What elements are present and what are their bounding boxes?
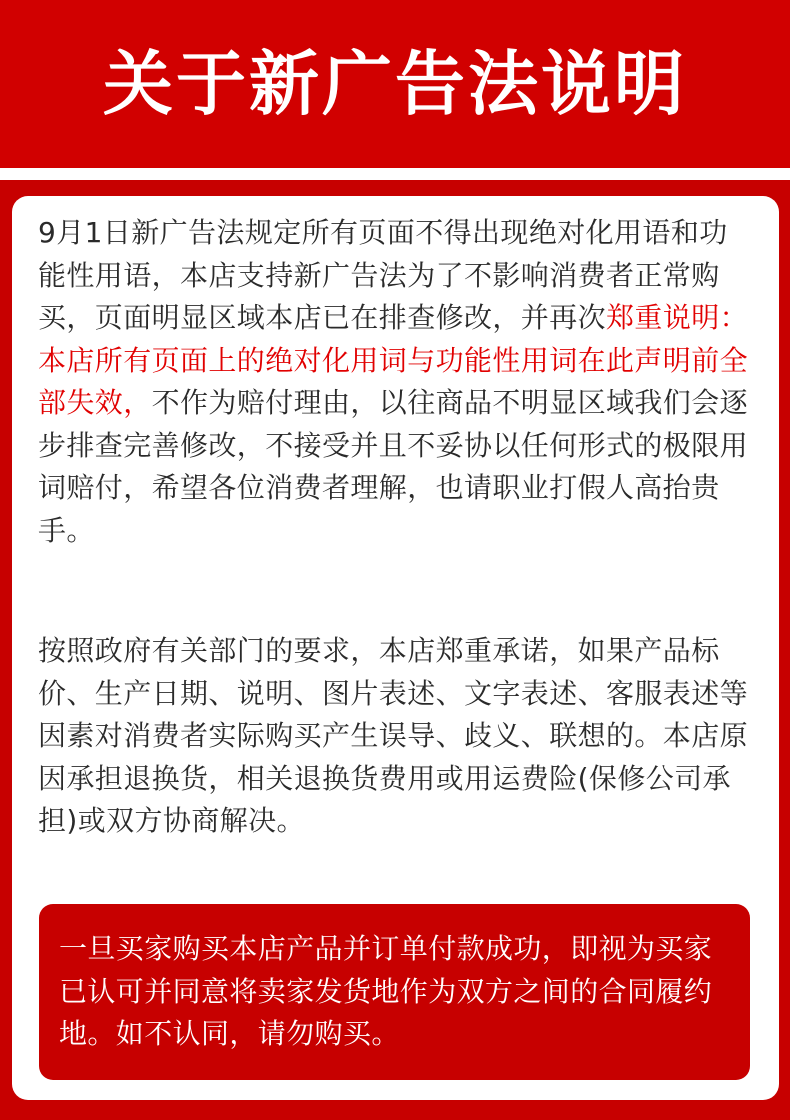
statement-text-start: 9月1日新广告法规定所有页面不得出现绝对化用语和功能性用语，本店支持新广告法为了不影响消费者正常购买，页面明显区域本店已在排查修改，并再次 <box>38 216 728 334</box>
title-divider <box>0 168 790 180</box>
commitment-paragraph: 按照政府有关部门的要求，本店郑重承诺，如果产品标价、生产日期、说明、图片表述、文字表述、客服表述等因素对消费者实际购买产生误导、歧义、联想的。本店原因承担退换货，相关退换货费用或用运费险(保修公司承担)或双方协商解决。 <box>38 634 749 837</box>
statement-highlight: 郑重说明：本店所有页面上的绝对化用词与功能性用词在此声明前全部失效， <box>38 301 749 419</box>
statement-paragraph <box>38 212 754 552</box>
purchase-notice-text: 一旦买家购买本店产品并订单付款成功，即视为买家已认可并同意将卖家发货地作为双方之间的合同履约地。如不认同，请勿购买。 <box>59 932 713 1050</box>
statement-text-end: 不作为赔付理由，以往商品不明显区域我们会逐步排查完善修改，不接受并且不妥协以任何形式的极限用词赔付，希望各位消费者理解，也请职业打假人高抬贵手。 <box>38 386 749 547</box>
purchase-notice-box <box>39 904 750 1080</box>
page-title: 关于新广告法说明 <box>103 43 687 125</box>
